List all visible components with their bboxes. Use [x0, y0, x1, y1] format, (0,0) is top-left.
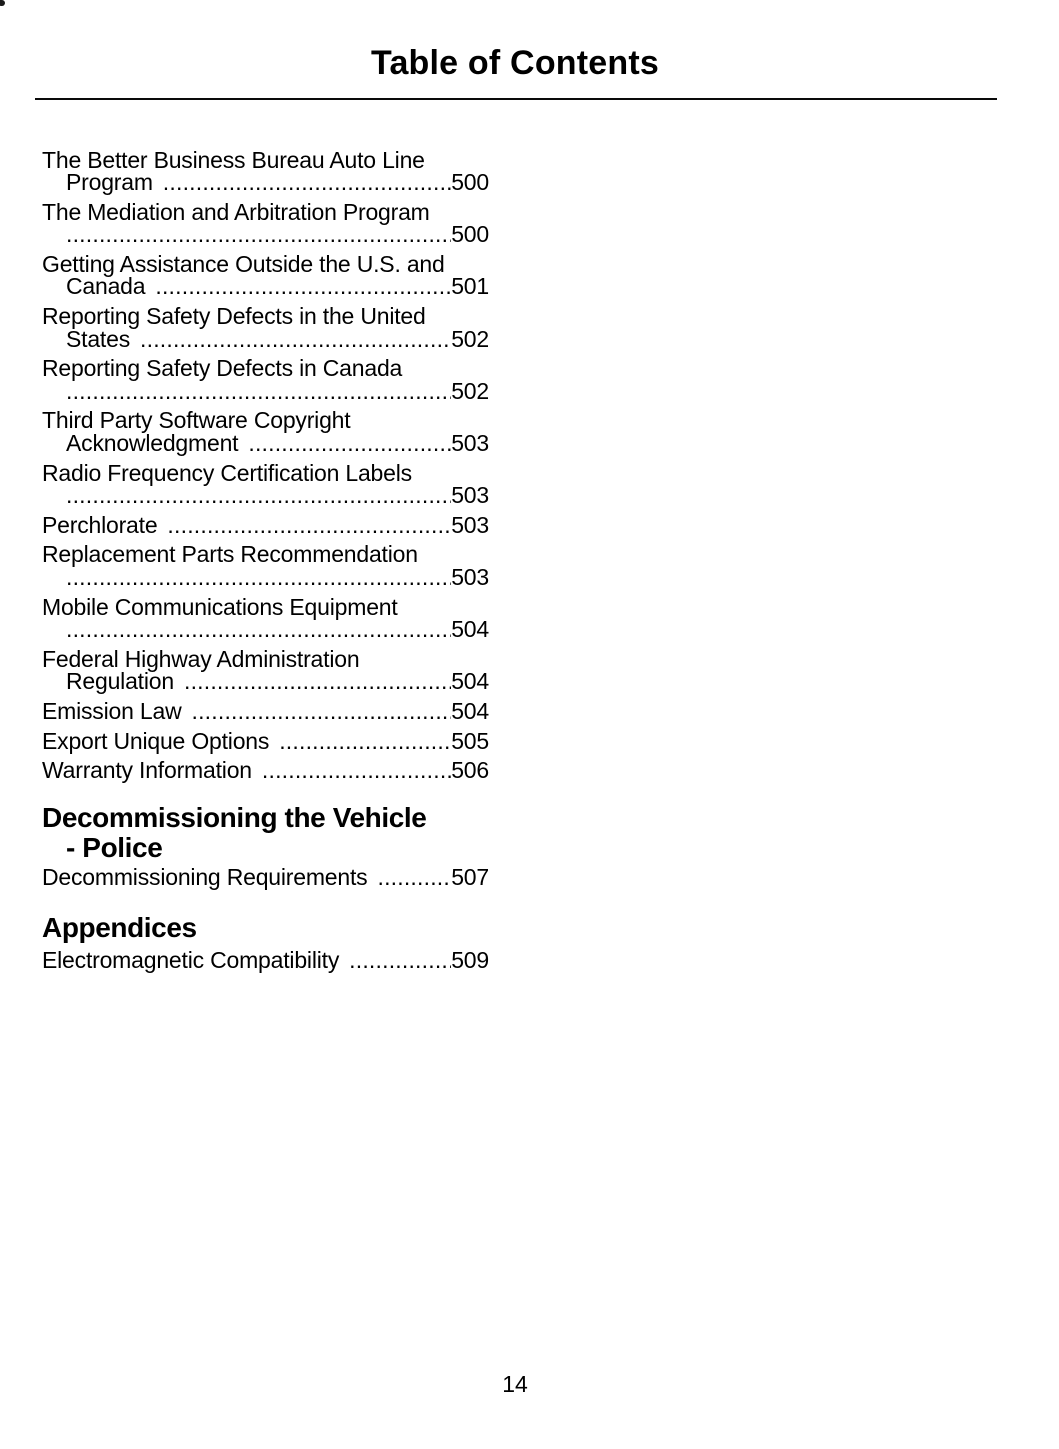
toc-entry-leader-line: [42, 377, 489, 404]
toc-entry-page: 503: [451, 563, 489, 590]
toc-entry: [42, 593, 489, 642]
section-heading-line: - Police: [66, 831, 163, 863]
toc-entry: [42, 757, 489, 784]
toc-entry: [42, 727, 489, 754]
toc-entry-text: Third Party Software Copyright: [42, 407, 351, 434]
toc-entry-leader-line: [42, 429, 489, 456]
toc-entry-leader-line: [42, 757, 489, 784]
toc-entry-leader-line: [42, 221, 489, 248]
toc-entry-text: The Mediation and Arbitration Program: [42, 199, 430, 226]
toc-entry-leader-line: [42, 697, 489, 724]
toc-entry: [42, 459, 489, 508]
toc-section-appendices: [42, 913, 489, 971]
dot-leader: [140, 328, 451, 350]
dot-leader: [192, 700, 452, 722]
toc-entry: [42, 357, 489, 402]
toc-entry-text: Export Unique Options: [42, 727, 270, 754]
toc-entry-leader-line: [42, 667, 489, 694]
toc-entry-leader-line: [42, 615, 489, 642]
toc-entry-text-continued: Program: [66, 169, 153, 196]
toc-entry-page: 509: [451, 946, 489, 973]
toc-entry-page: 503: [451, 429, 489, 456]
toc-entry: [42, 409, 489, 454]
dot-leader: [66, 223, 451, 245]
toc-entry-page: 500: [451, 169, 489, 196]
toc-entry: [42, 543, 489, 588]
toc-entry: [42, 697, 489, 724]
toc-entry: [42, 253, 489, 298]
toc-entry-page: 504: [451, 667, 489, 694]
toc-entry: [42, 863, 489, 890]
toc-entry-leader-line: [42, 727, 489, 754]
table-of-contents: [42, 149, 489, 971]
toc-entry-text: Getting Assistance Outside the U.S. and: [42, 251, 445, 278]
toc-entry-leader-line: [42, 481, 489, 508]
toc-entry: [42, 511, 489, 538]
toc-entry: [42, 645, 489, 694]
toc-entry-page: 504: [451, 615, 489, 642]
section-heading-line: Appendices: [42, 911, 197, 943]
toc-entry-leader-line: [42, 511, 489, 538]
toc-entry-text: Electromagnetic Compatibility: [42, 946, 340, 973]
toc-entry-leader-line: [42, 273, 489, 300]
dot-leader: [66, 380, 451, 402]
toc-entry-text: Emission Law: [42, 697, 182, 724]
dot-leader: [349, 949, 451, 971]
dot-leader: [377, 866, 451, 888]
toc-entry-leader-line: [42, 169, 489, 196]
toc-entry-text-continued: Regulation: [66, 667, 174, 694]
toc-entry-text: Warranty Information: [42, 757, 252, 784]
dot-leader: [262, 759, 451, 781]
toc-entry: [42, 201, 489, 246]
dot-leader: [279, 730, 451, 752]
toc-entry-text: The Better Business Bureau Auto Line: [42, 147, 425, 173]
toc-entry-text-continued: Acknowledgment: [66, 429, 239, 456]
page-title: Table of Contents: [371, 44, 659, 82]
section-heading: [42, 803, 489, 863]
dot-leader: [163, 171, 451, 193]
dot-leader: [66, 484, 451, 506]
toc-entry-page: 507: [451, 863, 489, 890]
toc-entry-leader-line: [42, 863, 489, 890]
toc-entry-text: Radio Frequency Certification Labels: [42, 459, 412, 486]
toc-entry-page: 504: [451, 697, 489, 724]
toc-entry-page: 506: [451, 757, 489, 784]
dot-leader: [155, 275, 451, 297]
toc-entry-text: Reporting Safety Defects in the United: [42, 303, 426, 330]
toc-entry-leader-line: [42, 563, 489, 590]
toc-entry-text: Mobile Communications Equipment: [42, 593, 398, 620]
page-number: 14: [502, 1371, 528, 1397]
toc-entry: [42, 946, 489, 973]
toc-entry-leader-line: [42, 325, 489, 352]
toc-entry-page: 500: [451, 221, 489, 248]
dot-leader: [184, 670, 451, 692]
page-header: [0, 0, 1030, 81]
section-heading: [42, 913, 489, 943]
toc-entry-page: 502: [451, 377, 489, 404]
toc-section-decommissioning: [42, 803, 489, 888]
toc-entry-text: Decommissioning Requirements: [42, 863, 368, 890]
dot-leader: [66, 566, 451, 588]
toc-entry-page: 502: [451, 325, 489, 352]
dot-leader: [167, 514, 451, 536]
toc-entry-page: 505: [451, 727, 489, 754]
toc-entry-text: Replacement Parts Recommendation: [42, 541, 418, 568]
dot-leader: [248, 432, 451, 454]
toc-entry-page: 503: [451, 511, 489, 538]
toc-entry: [42, 305, 489, 350]
toc-entry-page: 503: [451, 481, 489, 508]
toc-entry-page: 501: [451, 273, 489, 300]
toc-entry-leader-line: [42, 946, 489, 973]
toc-entry-text: Reporting Safety Defects in Canada: [42, 355, 403, 382]
dot-leader: [66, 618, 451, 640]
header-divider: [35, 98, 997, 100]
section-heading-line: Decommissioning the Vehicle: [42, 801, 427, 833]
toc-entry-text: Perchlorate: [42, 511, 158, 538]
toc-entry-text-continued: Canada: [66, 273, 146, 300]
toc-entry-text: Federal Highway Administration: [42, 645, 360, 672]
toc-entry: [42, 149, 489, 194]
toc-entry-text-continued: States: [66, 325, 131, 352]
